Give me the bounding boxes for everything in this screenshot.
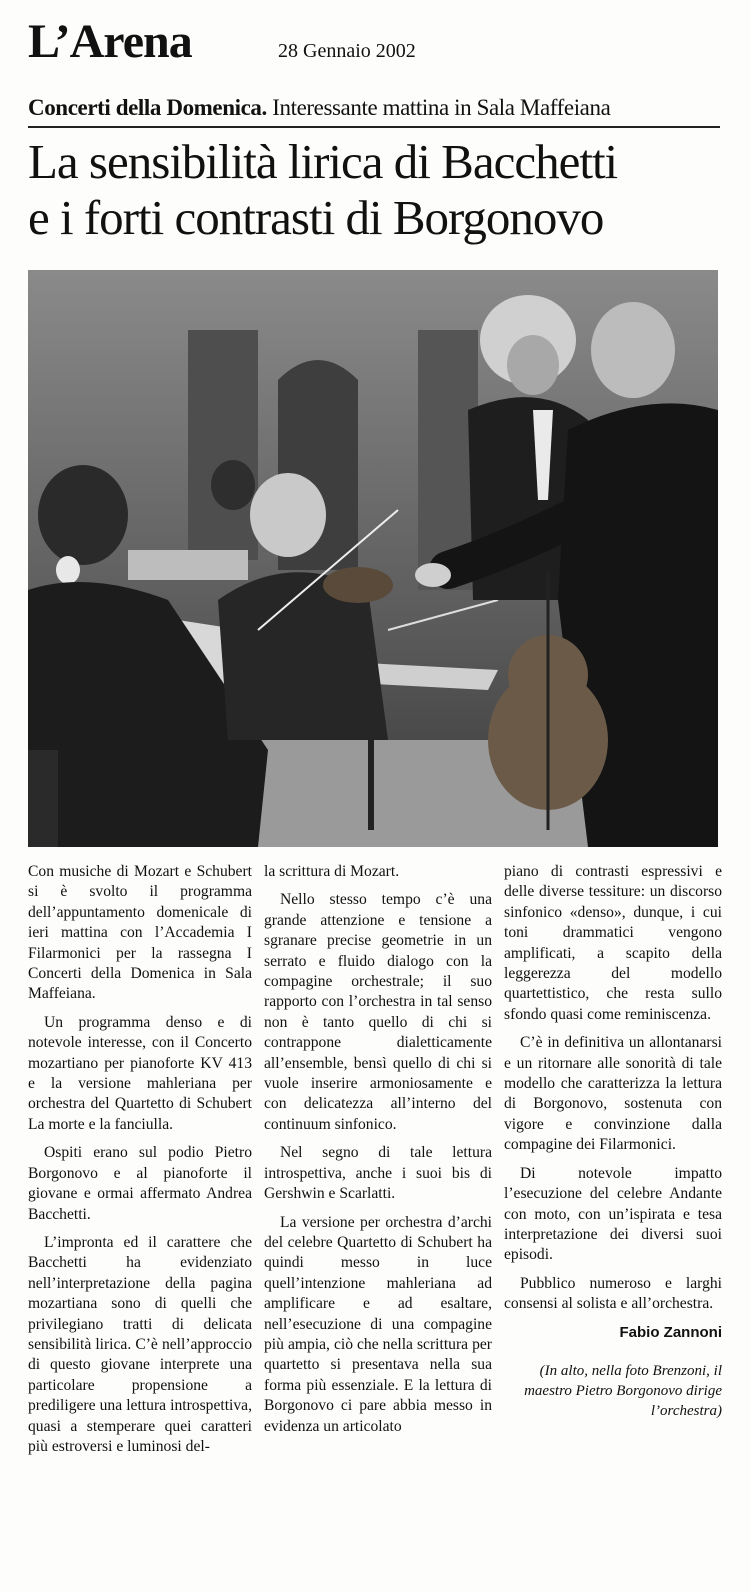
headline-line-1: La sensibilità lirica di Bacchetti	[28, 134, 618, 189]
issue-date: 28 Gennaio 2002	[278, 40, 416, 62]
paragraph: Nello stesso tempo c’è una grande attenzione e tensione a sgranare precise geometrie in un serrato e fluido dialogo con la compagine orchestrale; il suo rapporto con l’orchestra in tal senso non è tanto quello di chi si contrappone dialetticamente all’ensemble, bensì quello di chi si vuole inserire armoniosamente e con delicatezza all’interno del continuum sinfonico.	[264, 891, 492, 1133]
paragraph: Nel segno di tale lettura introspettiva, anche i suoi bis di Gershwin e Scarlatti.	[264, 1144, 492, 1203]
author-byline: Fabio Zannoni	[619, 1323, 722, 1341]
paragraph: L’impronta ed il carattere che Bacchetti ha evidenziato nell’interpretazione della pagina mozartiana sono di quelli che privilegiano tratti di delicata sensibilità lirica. C’è nell’approccio di questo giovane interprete una particolare propensione a prediligere una lettura introspettiva, quasi a stemperare quei caratteri più estroversi e luminosi del-	[28, 1233, 252, 1455]
kicker-rule	[28, 126, 720, 128]
headline	[28, 134, 728, 246]
paragraph: Ospiti erano sul podio Pietro Borgonovo e al pianoforte il giovane e ormai affermato Andrea Bacchetti.	[28, 1144, 252, 1223]
concert-photo-image	[28, 270, 718, 847]
paragraph: Di notevole impatto l’esecuzione del celebre Andante con moto, con un’ispirata e tesa interpretazione dei diversi suoi episodi.	[504, 1164, 722, 1264]
headline-line-2: e i forti contrasti di Borgonovo	[28, 190, 604, 245]
paragraph: la scrittura di Mozart.	[264, 863, 400, 880]
paragraph: Con musiche di Mozart e Schubert si è svolto il programma dell’appuntamento domenicale di ieri mattina con l’Accademia I Filarmonici per la rassegna I Concerti della Domenica in Sala Maffeiana.	[28, 863, 252, 1003]
paragraph: piano di contrasti espressivi e delle diverse tessiture: un discorso sinfonico «denso», dunque, i cui toni drammatici vengono amplificati, a scapito della leggerezza del modello quartettistico, che resta sullo sfondo quasi come reminiscenza.	[504, 863, 722, 1023]
kicker	[28, 94, 728, 122]
paragraph: Un programma denso e di notevole interesse, con il Concerto mozartiano per pianoforte KV 413 e la versione mahleriana per orchestra del Quartetto di Schubert La morte e la fanciulla.	[28, 1013, 252, 1133]
kicker-section: Concerti della Domenica.	[28, 95, 267, 120]
column-2	[264, 862, 492, 1445]
photo-caption: (In alto, nella foto Brenzoni, il maestro Pietro Borgonovo dirige l’orchestra)	[524, 1362, 722, 1419]
concert-photo	[28, 270, 718, 847]
kicker-summary: Interessante mattina in Sala Maffeiana	[266, 95, 611, 120]
paragraph: C’è in definitiva un allontanarsi e un ritornare alle sonorità di tale modello che caratterizza la lettura di Borgonovo, sostenuta con vigore e convinzione dalla compagine dei Filarmonici.	[504, 1034, 722, 1154]
newspaper-logo: L’Arena	[28, 15, 192, 68]
paragraph: La versione per orchestra d’archi del celebre Quartetto di Schubert ha quindi messo in luce quell’intenzione mahleriana ad amplificare e ad esaltare, nell’esecuzione di una compagine più ampia, ciò che nella scrittura per quartetto si presentava nella sua forma più essenziale. E la lettura di Borgonovo ci pare abbia messo in evidenza un articolato	[264, 1213, 492, 1435]
masthead	[28, 14, 728, 70]
column-3	[504, 862, 722, 1421]
paragraph: Pubblico numeroso e larghi consensi al solista e all’orchestra.	[504, 1274, 722, 1313]
column-1	[28, 862, 252, 1465]
